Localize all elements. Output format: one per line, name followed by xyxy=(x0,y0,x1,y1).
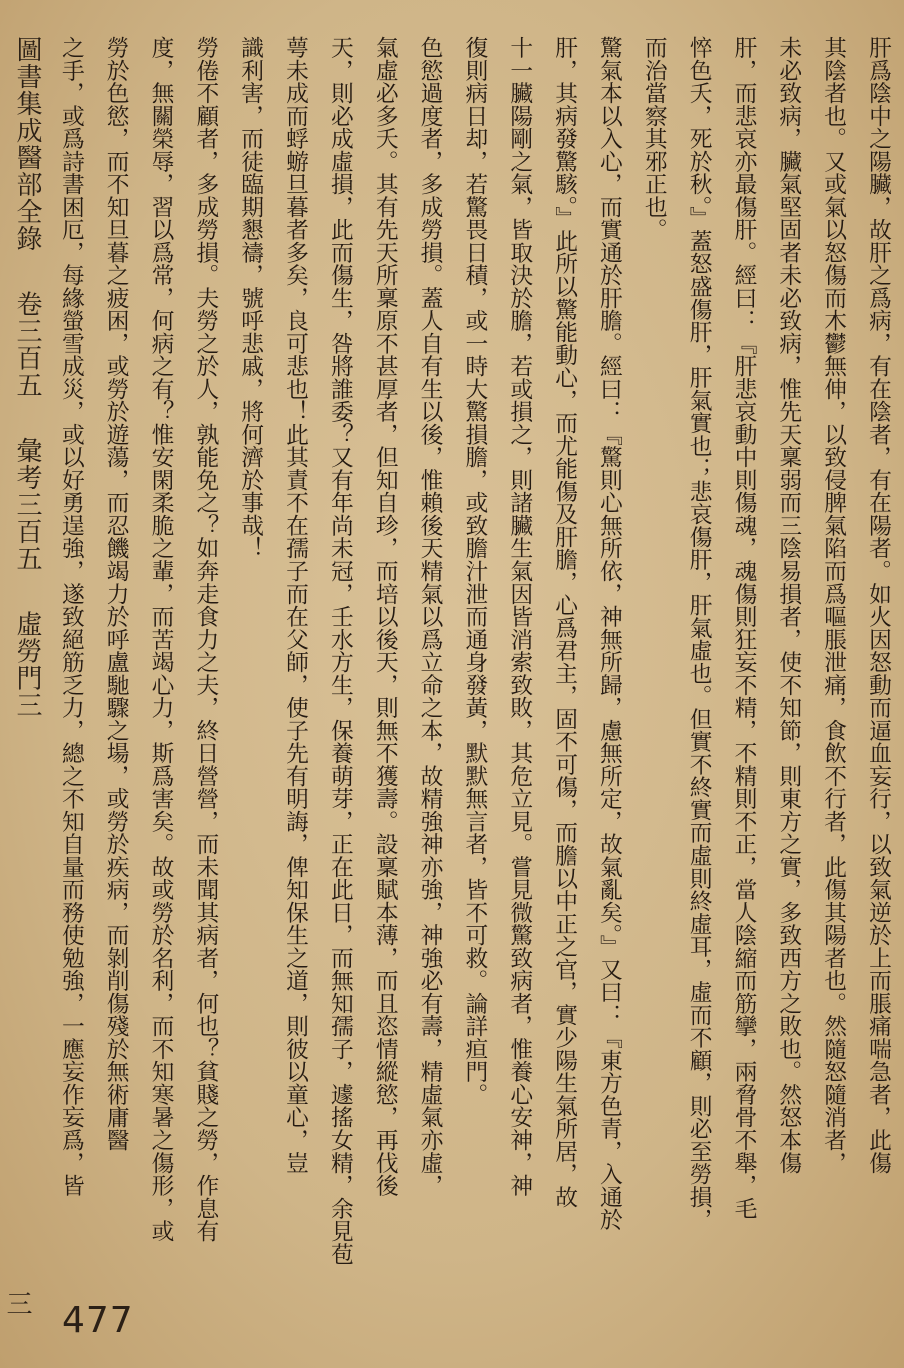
running-header xyxy=(10,36,44,719)
header-book-title: 圖書集成醫部全錄 xyxy=(12,36,42,252)
text-column-9: 十一臟陽剛之氣，皆取決於膽，若或損之，則諸臟生氣因皆消索致敗，其危立見。嘗見微驚致病者，惟養心安神，神 xyxy=(506,36,533,1197)
text-column-6: 而治當察其邪正也。 xyxy=(640,36,667,241)
text-column-13: 天，則必成虛損，此而傷生，咎將誰委？又有年尚未冠，壬水方生，保養萌芽，正在此日，而無知孺子，遽搖女精，余見苞 xyxy=(326,36,353,1266)
text-column-2: 其陰者也。又或氣以怒傷而木鬱無伸，以致侵脾氣陷而爲嘔脹泄痛，食飲不行者，此傷其陽者也。然隨怒隨消者， xyxy=(820,36,847,1174)
leaf-number: 三 xyxy=(2,1290,32,1316)
text-column-4: 肝，而悲哀亦最傷肝。經曰：『肝悲哀動中則傷魂，魂傷則狂妄不精，不精則不正，當人陰縮而筋攣，兩脅骨不舉，毛 xyxy=(730,36,757,1220)
text-column-16: 勞倦不顧者，多成勞損。夫勞之於人，孰能免之？如奔走食力之夫，終日營營，而未聞其病者，何也？貧賤之勞，作息有 xyxy=(192,36,219,1243)
page-number: 477 xyxy=(62,1300,134,1341)
text-column-5: 悴色夭，死於秋。』蓋怒盛傷肝，肝氣實也；悲哀傷肝，肝氣虛也。但實不終實而虛則終虛耳，虛而不顧，則必至勞損， xyxy=(685,36,712,1231)
text-column-14: 萼未成而蜉蝣旦暮者多矣，良可悲也！此其責不在孺子而在父師，使子先有明誨，俾知保生之道，則彼以童心，豈 xyxy=(282,36,309,1174)
text-column-17: 度，無關榮辱，習以爲常，何病之有？惟安閑柔脆之輩，而苦竭心力，斯爲害矣。故或勞於名利，而不知寒暑之傷形，或 xyxy=(147,36,174,1243)
text-column-15: 識利害，而徒臨期懇禱，號呼悲戚，將何濟於事哉！ xyxy=(237,36,264,560)
header-volume: 卷三百五 xyxy=(12,290,42,399)
text-column-18: 勞於色慾，而不知旦暮之疲困，或勞於遊蕩，而忍饑竭力於呼盧馳驟之場，或勞於疾病，而剝削傷殘於無術庸醫 xyxy=(102,36,129,1152)
text-column-10: 復則病日却，若驚畏日積，或一時大驚損膽，或致膽汁泄而通身發黃，默默無言者，皆不可救。論詳疸門。 xyxy=(461,36,488,1106)
text-column-12: 氣虛必多夭。其有先天所稟原不甚厚者，但知自珍，而培以後天，則無不獲壽。設稟賦本薄，而且恣情縱慾，再伐後 xyxy=(371,36,398,1197)
text-column-3: 未必致病，臟氣堅固者未必致病，惟先天稟弱而三陰易損者，使不知節，則東方之實，多致西方之敗也。然怒本傷 xyxy=(775,36,802,1174)
text-column-8: 肝，其病發驚駭。』此所以驚能動心，而尤能傷及肝膽，心爲君主，固不可傷，而膽以中正之官，實少陽生氣所居，故 xyxy=(551,36,578,1209)
text-column-1: 肝爲陰中之陽臟，故肝之爲病，有在陰者，有在陽者。如火因怒動而逼血妄行，以致氣逆於上而脹痛喘急者，此傷 xyxy=(864,36,891,1174)
text-column-7: 驚氣本以入心，而實通於肝膽。經曰：『驚則心無所依，神無所歸，慮無所定，故氣亂矣。』又曰：『東方色青，入通於 xyxy=(595,36,622,1231)
text-column-11: 色慾過度者，多成勞損。蓋人自有生以後，惟賴後天精氣以爲立命之本，故精強神亦強，神強必有壽，精虛氣亦虛， xyxy=(416,36,443,1197)
header-section: 彙考三百五 xyxy=(12,437,42,573)
header-chapter: 虛勞門三 xyxy=(12,610,42,719)
text-column-19: 之手，或爲詩書困厄，每緣螢雪成災，或以好勇逞強，遂致絕筋乏力，總之不知自量而務使勉強，一應妄作妄爲，皆 xyxy=(57,36,84,1197)
